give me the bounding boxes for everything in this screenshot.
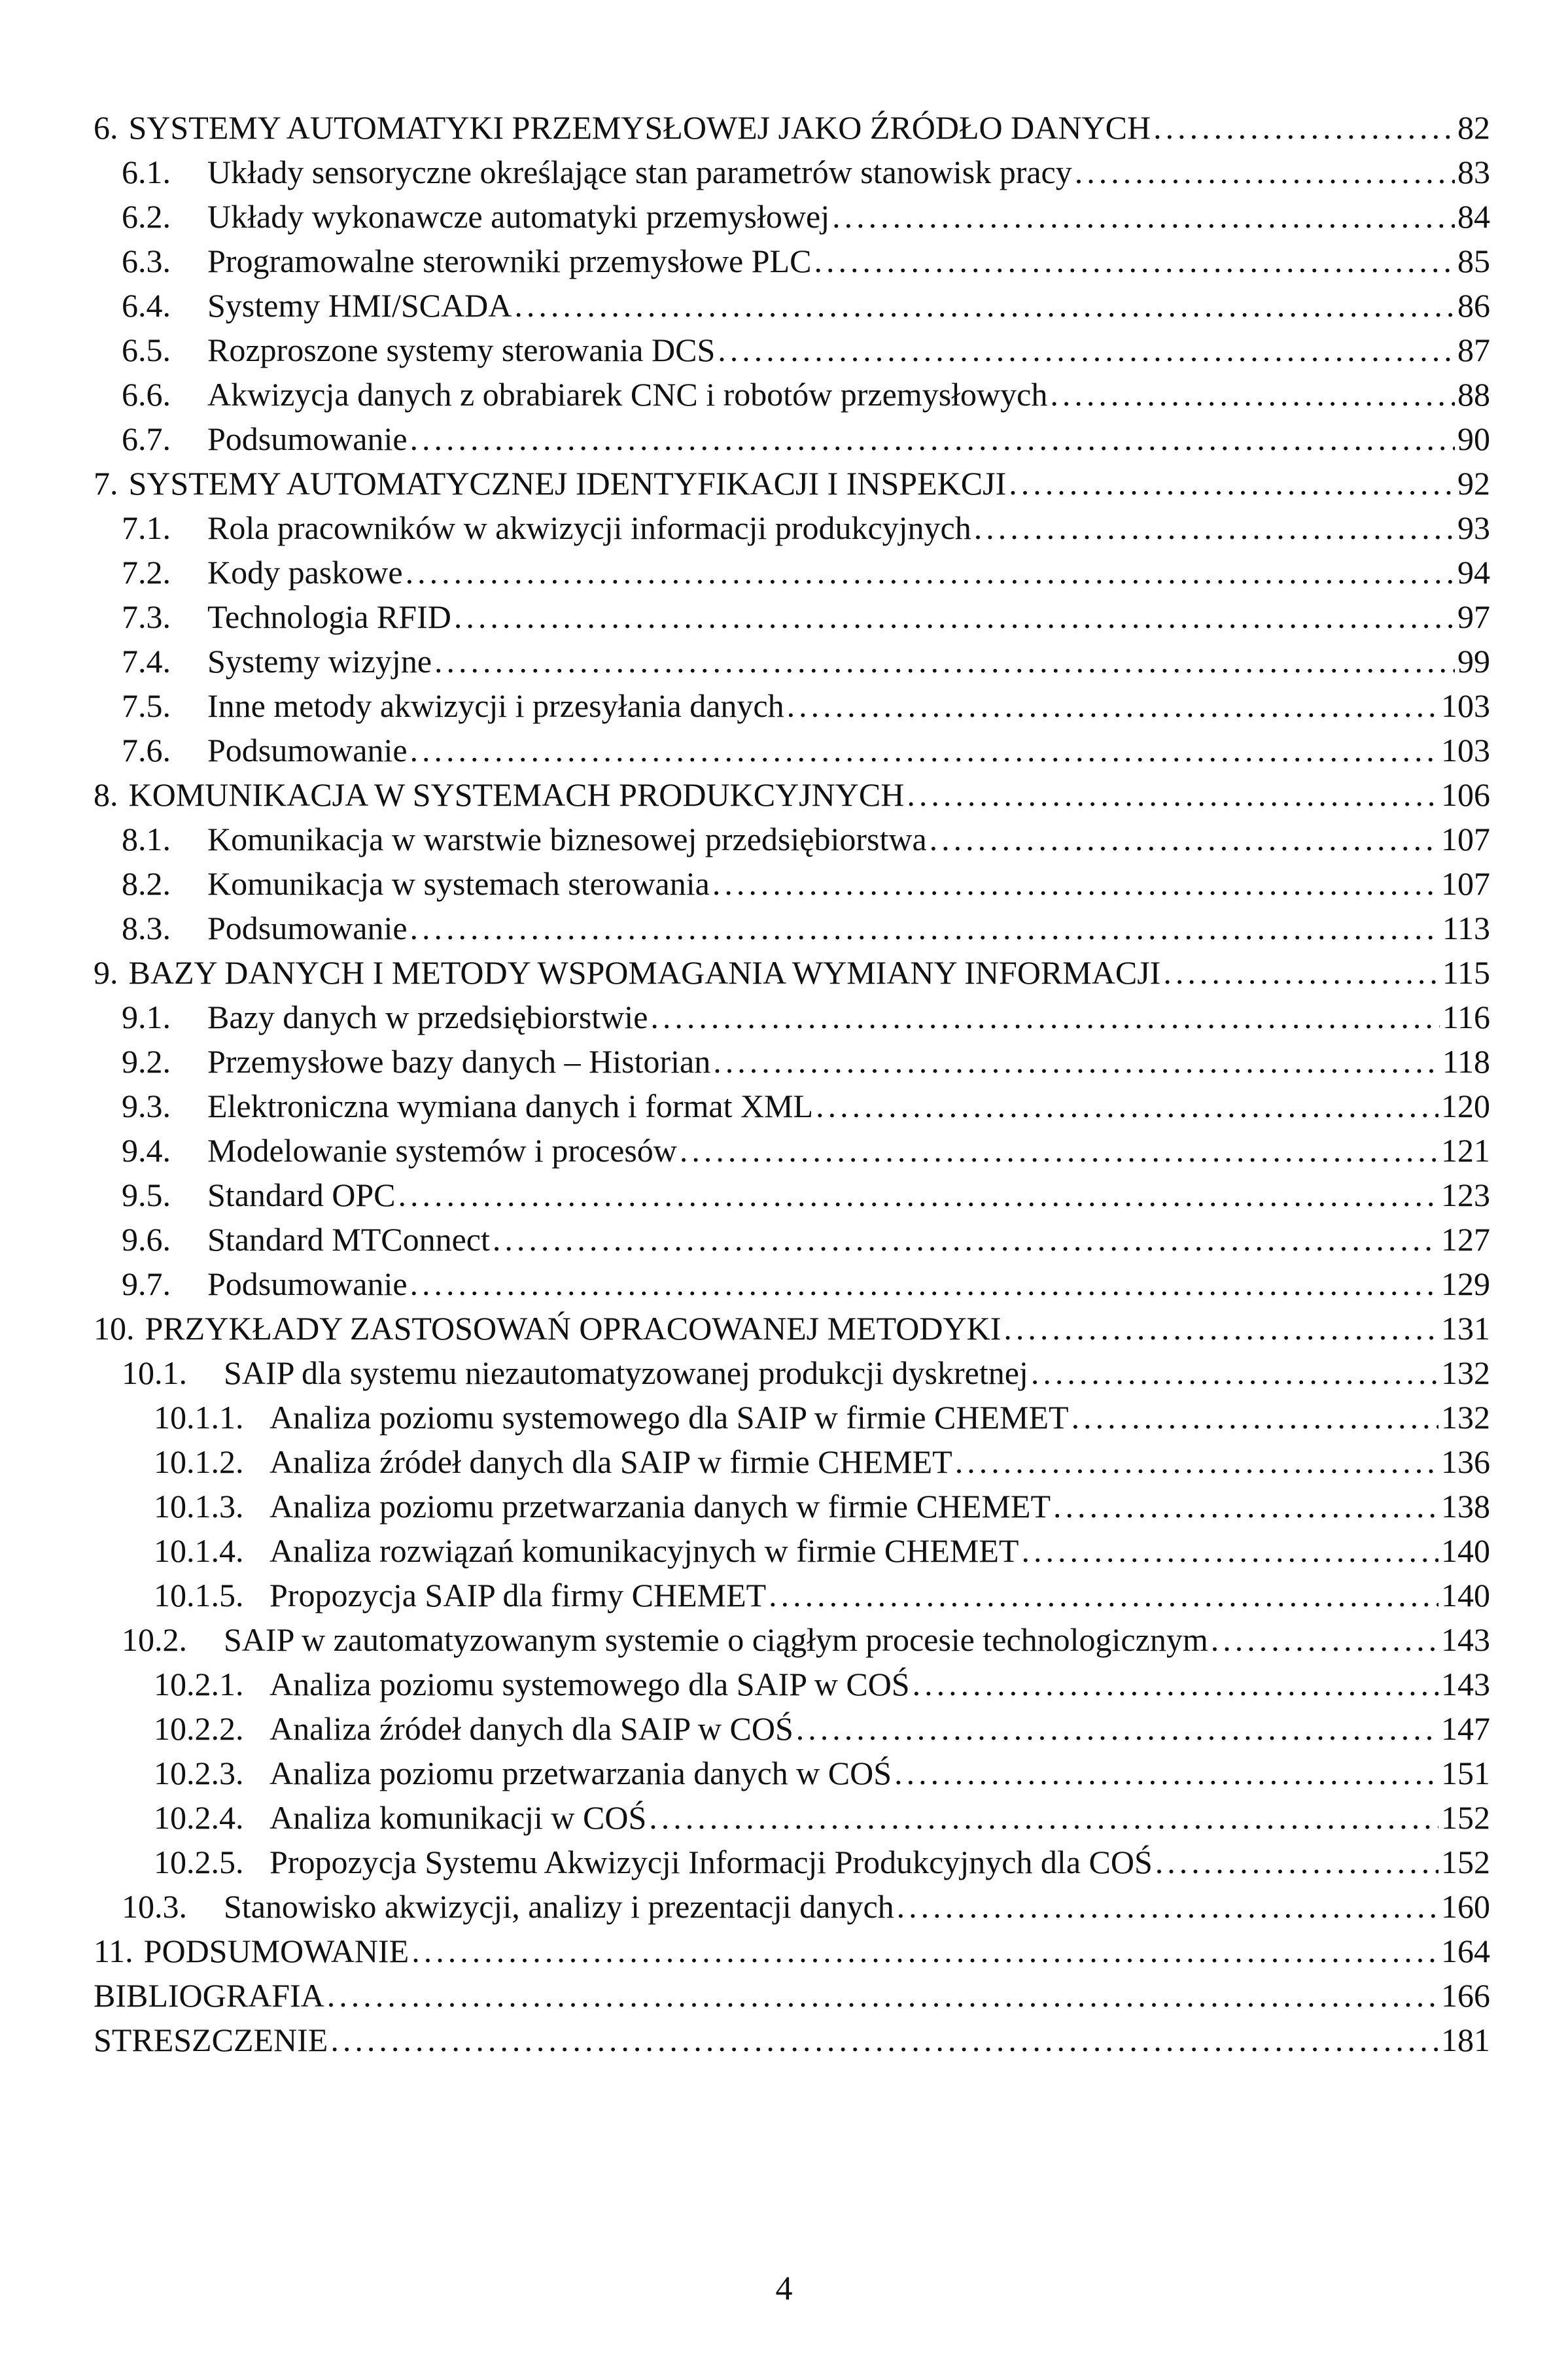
toc-entry-title: Rozproszone systemy sterowania DCS bbox=[207, 332, 716, 368]
dot-leader bbox=[327, 1973, 1438, 2018]
toc-entry-title: Systemy wizyjne bbox=[207, 643, 432, 680]
dot-leader bbox=[1211, 1617, 1438, 1662]
dot-leader bbox=[650, 995, 1439, 1039]
dot-leader bbox=[1053, 1484, 1438, 1528]
toc-entry-number: 10.3. bbox=[122, 1888, 187, 1925]
dot-leader bbox=[454, 595, 1455, 639]
toc-entry bbox=[94, 595, 1490, 639]
dot-leader bbox=[897, 1884, 1438, 1929]
toc-entry-page: 94 bbox=[1457, 554, 1490, 591]
toc-entry-title: Analiza poziomu systemowego dla SAIP w firmie CHEMET bbox=[270, 1399, 1069, 1436]
toc-entry-page: 87 bbox=[1457, 332, 1490, 368]
toc-entry-page: 93 bbox=[1457, 509, 1490, 546]
dot-leader bbox=[930, 817, 1438, 861]
dot-leader bbox=[796, 1706, 1438, 1751]
toc-entry bbox=[94, 1617, 1490, 1662]
dot-leader bbox=[974, 506, 1455, 550]
toc-entry bbox=[94, 1262, 1490, 1306]
toc-entry-title: Akwizycja danych z obrabiarek CNC i robotów przemysłowych bbox=[207, 376, 1048, 413]
toc-entry-number: 11. bbox=[94, 1933, 133, 1969]
toc-entry-title: Analiza poziomu przetwarzania danych w firmie CHEMET bbox=[270, 1488, 1051, 1525]
dot-leader bbox=[832, 194, 1455, 239]
toc-entry bbox=[94, 461, 1490, 506]
toc-entry-page: 166 bbox=[1441, 1977, 1490, 2014]
toc-entry bbox=[94, 639, 1490, 683]
toc-entry bbox=[94, 1973, 1490, 2018]
toc-entry-page: 106 bbox=[1441, 776, 1490, 813]
toc-entry bbox=[94, 1795, 1490, 1840]
toc-entry-title: KOMUNIKACJA W SYSTEMACH PRODUKCYJNYCH bbox=[128, 776, 905, 813]
dot-leader bbox=[493, 1217, 1438, 1262]
toc-entry-number: 10.1.3. bbox=[154, 1488, 244, 1525]
toc-entry-page: 140 bbox=[1441, 1532, 1490, 1569]
toc-entry-page: 152 bbox=[1441, 1844, 1490, 1880]
toc-entry-title: Bazy danych w przedsiębiorstwie bbox=[207, 999, 648, 1035]
toc-entry-number: 7. bbox=[94, 465, 118, 502]
dot-leader bbox=[1031, 1351, 1438, 1395]
toc-entry bbox=[94, 1662, 1490, 1706]
toc-entry-page: 152 bbox=[1441, 1799, 1490, 1836]
dot-leader bbox=[410, 728, 1438, 772]
toc-entry-number: 10.1.1. bbox=[154, 1399, 244, 1436]
toc-entry-title: Modelowanie systemów i procesów bbox=[207, 1132, 677, 1169]
toc-entry-number: 8.1. bbox=[122, 821, 171, 857]
toc-entry-number: 10.1.4. bbox=[154, 1532, 244, 1569]
dot-leader bbox=[1075, 150, 1455, 194]
toc-entry bbox=[94, 728, 1490, 772]
toc-entry-page: 92 bbox=[1457, 465, 1490, 502]
toc-entry-number: 7.3. bbox=[122, 598, 171, 635]
toc-entry-title: SYSTEMY AUTOMATYCZNEJ IDENTYFIKACJI I INSPEKCJI bbox=[128, 465, 1007, 502]
toc-entry bbox=[94, 194, 1490, 239]
toc-entry-number: 6.1. bbox=[122, 154, 171, 190]
toc-entry-number: 7.4. bbox=[122, 643, 171, 680]
toc-entry-number: 9.1. bbox=[122, 999, 171, 1035]
toc-entry-page: 115 bbox=[1442, 954, 1490, 991]
toc-entry-page: 83 bbox=[1457, 154, 1490, 190]
toc-entry-page: 85 bbox=[1457, 243, 1490, 279]
toc-entry-page: 140 bbox=[1441, 1577, 1490, 1613]
toc-entry-page: 121 bbox=[1441, 1132, 1490, 1169]
toc-entry-number: 10.1. bbox=[122, 1354, 187, 1391]
page-number: 4 bbox=[775, 2270, 793, 2307]
toc-entry-title: Układy sensoryczne określające stan parametrów stanowisk pracy bbox=[207, 154, 1072, 190]
toc-entry-number: 9.7. bbox=[122, 1266, 171, 1302]
toc-entry bbox=[94, 1351, 1490, 1395]
toc-entry-number: 6.5. bbox=[122, 332, 171, 368]
dot-leader bbox=[680, 1128, 1438, 1173]
toc-entry-page: 132 bbox=[1441, 1399, 1490, 1436]
toc-entry-title: SAIP dla systemu niezautomatyzowanej produkcji dyskretnej bbox=[224, 1354, 1028, 1391]
toc-entry bbox=[94, 150, 1490, 194]
toc-entry-page: 131 bbox=[1441, 1310, 1490, 1347]
toc-entry-page: 99 bbox=[1457, 643, 1490, 680]
toc-entry-title: PODSUMOWANIE bbox=[143, 1933, 409, 1969]
dot-leader bbox=[410, 417, 1455, 461]
toc-entry bbox=[94, 906, 1490, 950]
toc-entry bbox=[94, 283, 1490, 328]
toc-entry-number: 10.2.4. bbox=[154, 1799, 244, 1836]
toc-entry-page: 107 bbox=[1441, 865, 1490, 902]
toc-entry-title: PRZYKŁADY ZASTOSOWAŃ OPRACOWANEJ METODYKI bbox=[145, 1310, 1002, 1347]
toc-entry-number: 10.2.1. bbox=[154, 1666, 244, 1702]
dot-leader bbox=[1071, 1395, 1438, 1440]
toc-entry-title: Inne metody akwizycji i przesyłania danych bbox=[207, 687, 784, 724]
toc-entry-page: 82 bbox=[1457, 109, 1490, 146]
toc-entry-number: 9. bbox=[94, 954, 118, 991]
toc-entry bbox=[94, 328, 1490, 372]
toc-entry-title: Standard MTConnect bbox=[207, 1221, 490, 1258]
toc-entry bbox=[94, 417, 1490, 461]
toc-entry-page: 132 bbox=[1441, 1354, 1490, 1391]
toc-entry-title: Analiza poziomu przetwarzania danych w COŚ bbox=[270, 1755, 892, 1791]
toc-entry-title: STRESZCZENIE bbox=[94, 2022, 328, 2058]
toc-entry-title: Analiza źródeł danych dla SAIP w COŚ bbox=[270, 1710, 793, 1747]
toc-entry bbox=[94, 1173, 1490, 1217]
toc-entry bbox=[94, 239, 1490, 283]
toc-entry-page: 113 bbox=[1442, 910, 1490, 946]
toc-entry-title: Podsumowanie bbox=[207, 732, 408, 768]
toc-entry-title: Rola pracowników w akwizycji informacji produkcyjnych bbox=[207, 509, 971, 546]
toc-entry-page: 151 bbox=[1441, 1755, 1490, 1791]
dot-leader bbox=[1155, 1840, 1438, 1884]
dot-leader bbox=[649, 1795, 1438, 1840]
table-of-contents bbox=[94, 105, 1490, 2062]
dot-leader bbox=[411, 1929, 1438, 1973]
dot-leader bbox=[769, 1573, 1438, 1617]
toc-entry-page: 103 bbox=[1441, 732, 1490, 768]
toc-entry-page: 164 bbox=[1441, 1933, 1490, 1969]
toc-entry bbox=[94, 1840, 1490, 1884]
dot-leader bbox=[1153, 105, 1455, 150]
toc-entry-number: 7.5. bbox=[122, 687, 171, 724]
toc-entry-page: 97 bbox=[1457, 598, 1490, 635]
dot-leader bbox=[514, 283, 1455, 328]
toc-entry-title: Podsumowanie bbox=[207, 421, 408, 457]
toc-entry bbox=[94, 1573, 1490, 1617]
dot-leader bbox=[1163, 950, 1440, 995]
toc-entry-title: BAZY DANYCH I METODY WSPOMAGANIA WYMIANY INFORMACJI bbox=[128, 954, 1161, 991]
toc-entry-number: 10.1.2. bbox=[154, 1443, 244, 1480]
toc-entry bbox=[94, 506, 1490, 550]
dot-leader bbox=[1009, 461, 1455, 506]
toc-entry-number: 7.2. bbox=[122, 554, 171, 591]
toc-entry-page: 123 bbox=[1441, 1177, 1490, 1213]
dot-leader bbox=[1050, 372, 1455, 417]
toc-entry bbox=[94, 995, 1490, 1039]
dot-leader bbox=[907, 772, 1438, 817]
toc-entry-number: 10.2. bbox=[122, 1621, 187, 1658]
toc-entry-page: 147 bbox=[1441, 1710, 1490, 1747]
toc-entry-page: 129 bbox=[1441, 1266, 1490, 1302]
toc-entry-number: 7.6. bbox=[122, 732, 171, 768]
toc-entry-page: 127 bbox=[1441, 1221, 1490, 1258]
toc-entry-number: 10.2.3. bbox=[154, 1755, 244, 1791]
toc-entry bbox=[94, 105, 1490, 150]
toc-entry bbox=[94, 1484, 1490, 1528]
toc-entry bbox=[94, 1306, 1490, 1351]
toc-entry bbox=[94, 950, 1490, 995]
toc-entry-page: 181 bbox=[1441, 2022, 1490, 2058]
toc-entry-number: 10. bbox=[94, 1310, 135, 1347]
toc-entry-title: Kody paskowe bbox=[207, 554, 403, 591]
toc-entry-number: 6.7. bbox=[122, 421, 171, 457]
toc-entry-title: Stanowisko akwizycji, analizy i prezentacji danych bbox=[224, 1888, 894, 1925]
toc-entry-title: Analiza źródeł danych dla SAIP w firmie CHEMET bbox=[270, 1443, 952, 1480]
toc-entry-number: 9.6. bbox=[122, 1221, 171, 1258]
toc-entry bbox=[94, 1929, 1490, 1973]
toc-entry-title: Podsumowanie bbox=[207, 910, 408, 946]
toc-entry-title: Propozycja Systemu Akwizycji Informacji Produkcyjnych dla COŚ bbox=[270, 1844, 1153, 1880]
toc-entry-title: Systemy HMI/SCADA bbox=[207, 287, 512, 324]
toc-entry bbox=[94, 861, 1490, 906]
toc-entry-number: 10.2.2. bbox=[154, 1710, 244, 1747]
dot-leader bbox=[1021, 1528, 1438, 1573]
toc-entry bbox=[94, 1128, 1490, 1173]
toc-entry-title: Analiza poziomu systemowego dla SAIP w COŚ bbox=[270, 1666, 910, 1702]
dot-leader bbox=[1003, 1306, 1438, 1351]
toc-entry-page: 103 bbox=[1441, 687, 1490, 724]
dot-leader bbox=[398, 1173, 1439, 1217]
dot-leader bbox=[712, 861, 1438, 906]
toc-entry-page: 143 bbox=[1441, 1621, 1490, 1658]
toc-entry-number: 6. bbox=[94, 109, 118, 146]
toc-entry bbox=[94, 1528, 1490, 1573]
toc-entry-title: Elektroniczna wymiana danych i format XML bbox=[207, 1088, 814, 1124]
dot-leader bbox=[330, 2018, 1438, 2062]
dot-leader bbox=[787, 683, 1438, 728]
toc-entry-number: 6.4. bbox=[122, 287, 171, 324]
dot-leader bbox=[406, 550, 1455, 595]
toc-entry-number: 9.2. bbox=[122, 1043, 171, 1080]
toc-entry bbox=[94, 817, 1490, 861]
toc-entry-number: 10.2.5. bbox=[154, 1844, 244, 1880]
toc-entry-title: Programowalne sterowniki przemysłowe PLC bbox=[207, 243, 812, 279]
dot-leader bbox=[410, 906, 1440, 950]
toc-entry-number: 8. bbox=[94, 776, 118, 813]
toc-entry-page: 118 bbox=[1442, 1043, 1490, 1080]
toc-entry-page: 90 bbox=[1457, 421, 1490, 457]
toc-entry-page: 107 bbox=[1441, 821, 1490, 857]
toc-entry-title: BIBLIOGRAFIA bbox=[94, 1977, 324, 2014]
toc-entry-number: 9.4. bbox=[122, 1132, 171, 1169]
toc-entry-page: 116 bbox=[1442, 999, 1490, 1035]
toc-entry bbox=[94, 1884, 1490, 1929]
toc-entry-title: Analiza rozwiązań komunikacyjnych w firmie CHEMET bbox=[270, 1532, 1019, 1569]
toc-entry-title: Analiza komunikacji w COŚ bbox=[270, 1799, 647, 1836]
toc-entry-title: Komunikacja w systemach sterowania bbox=[207, 865, 710, 902]
toc-entry-page: 84 bbox=[1457, 198, 1490, 235]
toc-entry-title: Układy wykonawcze automatyki przemysłowej bbox=[207, 198, 830, 235]
toc-entry bbox=[94, 683, 1490, 728]
dot-leader bbox=[718, 328, 1455, 372]
toc-entry bbox=[94, 1217, 1490, 1262]
toc-entry-title: Komunikacja w warstwie biznesowej przedsiębiorstwa bbox=[207, 821, 927, 857]
toc-entry-title: SYSTEMY AUTOMATYKI PRZEMYSŁOWEJ JAKO ŹRÓDŁO DANYCH bbox=[128, 109, 1151, 146]
toc-entry bbox=[94, 372, 1490, 417]
dot-leader bbox=[913, 1662, 1438, 1706]
toc-entry-title: Propozycja SAIP dla firmy CHEMET bbox=[270, 1577, 767, 1613]
dot-leader bbox=[434, 639, 1455, 683]
toc-entry-number: 7.1. bbox=[122, 509, 171, 546]
toc-entry bbox=[94, 1395, 1490, 1440]
toc-entry bbox=[94, 2018, 1490, 2062]
toc-entry-number: 6.6. bbox=[122, 376, 171, 413]
toc-entry-page: 160 bbox=[1441, 1888, 1490, 1925]
dot-leader bbox=[410, 1262, 1438, 1306]
dot-leader bbox=[814, 239, 1455, 283]
toc-entry-title: Przemysłowe bazy danych – Historian bbox=[207, 1043, 711, 1080]
toc-entry bbox=[94, 772, 1490, 817]
toc-entry bbox=[94, 1039, 1490, 1084]
toc-entry-title: Standard OPC bbox=[207, 1177, 396, 1213]
toc-entry-title: Podsumowanie bbox=[207, 1266, 408, 1302]
toc-entry-number: 9.5. bbox=[122, 1177, 171, 1213]
dot-leader bbox=[894, 1751, 1438, 1795]
toc-entry bbox=[94, 1706, 1490, 1751]
toc-entry bbox=[94, 1440, 1490, 1484]
toc-entry-number: 6.3. bbox=[122, 243, 171, 279]
toc-entry-title: SAIP w zautomatyzowanym systemie o ciągłym procesie technologicznym bbox=[224, 1621, 1208, 1658]
dot-leader bbox=[713, 1039, 1440, 1084]
toc-entry-number: 10.1.5. bbox=[154, 1577, 244, 1613]
dot-leader bbox=[955, 1440, 1438, 1484]
toc-entry-number: 9.3. bbox=[122, 1088, 171, 1124]
toc-entry bbox=[94, 550, 1490, 595]
toc-entry-page: 86 bbox=[1457, 287, 1490, 324]
toc-entry-number: 6.2. bbox=[122, 198, 171, 235]
toc-entry-page: 88 bbox=[1457, 376, 1490, 413]
toc-entry-page: 138 bbox=[1441, 1488, 1490, 1525]
toc-entry-page: 143 bbox=[1441, 1666, 1490, 1702]
toc-entry bbox=[94, 1751, 1490, 1795]
toc-entry bbox=[94, 1084, 1490, 1128]
toc-entry-page: 136 bbox=[1441, 1443, 1490, 1480]
dot-leader bbox=[816, 1084, 1438, 1128]
toc-entry-title: Technologia RFID bbox=[207, 598, 451, 635]
toc-entry-number: 8.2. bbox=[122, 865, 171, 902]
toc-entry-number: 8.3. bbox=[122, 910, 171, 946]
toc-entry-page: 120 bbox=[1441, 1088, 1490, 1124]
